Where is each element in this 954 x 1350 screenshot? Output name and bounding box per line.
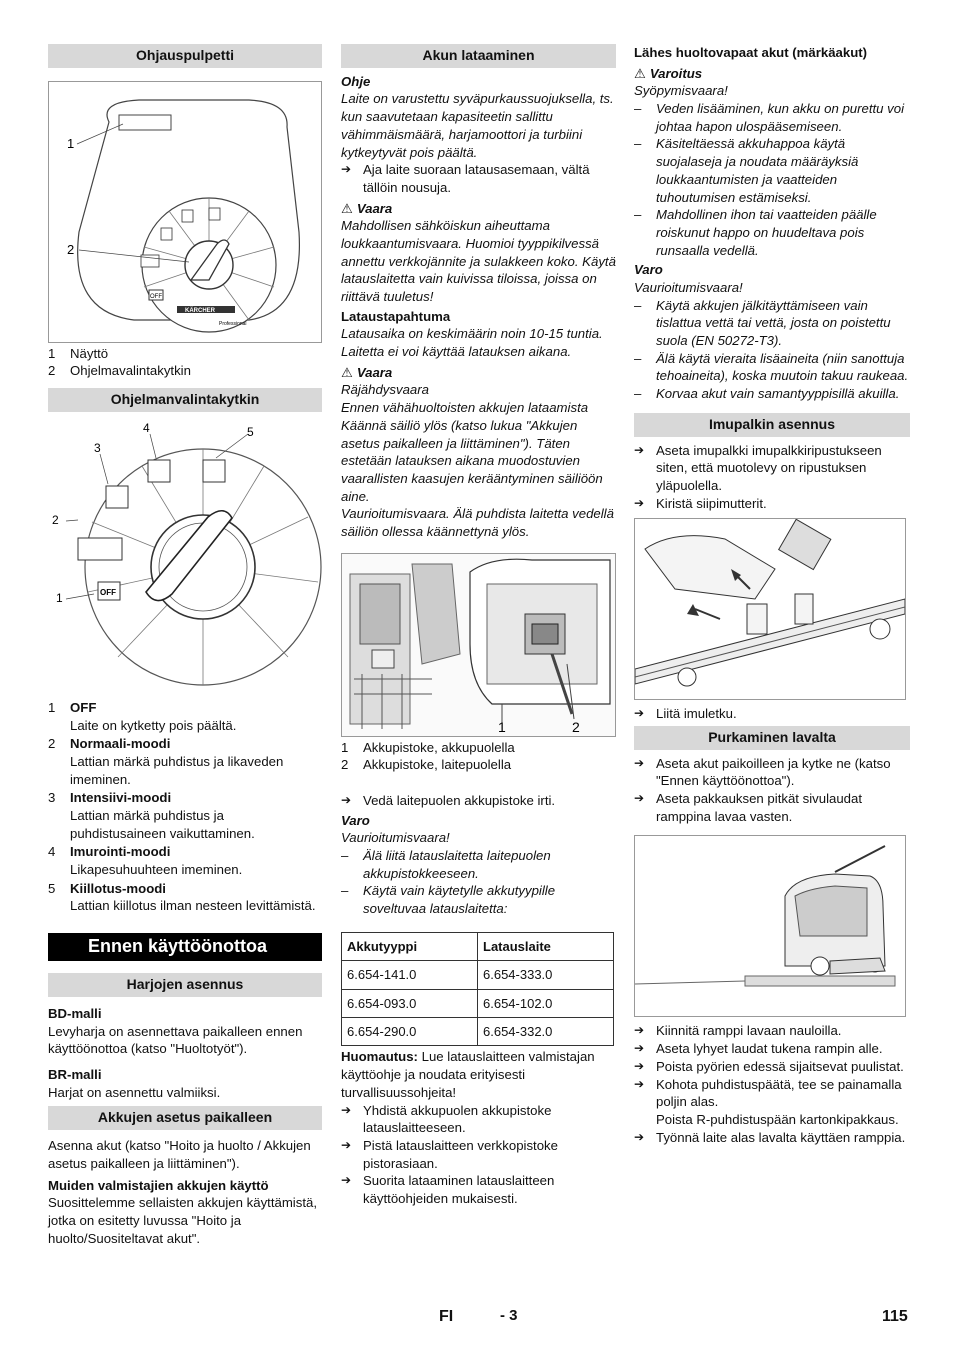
fig2-callout-3: 3 — [94, 440, 101, 455]
mode-desc: Lattian märkä puhdistus ja puhdistusaineen vaikuttaminen. — [70, 808, 255, 841]
varo-heading: Varo — [341, 812, 370, 828]
varo3-text: Vaurioitumisvaara! — [634, 279, 743, 295]
section-header-imupalkin-asennus: Imupalkin asennus — [634, 413, 910, 437]
varo3-item: – Älä käytä vieraita lisäaineita (niin sanottuja tehoaineita), koska muutoin takuu raukeaa. — [634, 350, 909, 384]
fig1-callout-2: 2 — [67, 241, 75, 257]
mode-desc: Laite on kytketty pois päältä. — [70, 717, 237, 733]
warning-triangle-icon: ⚠ — [341, 364, 353, 380]
fig2-callout-5: 5 — [247, 424, 254, 439]
arrow-right-icon: ➔ — [341, 1137, 352, 1152]
step-item: ➔ Pistä latauslaitteen verkkopistoke pistorasiaan. — [341, 1137, 558, 1171]
fig1-caption-1: 1 Näyttö — [48, 345, 109, 361]
fig3-callout-2: 2 — [572, 718, 580, 735]
program-switch-figure — [48, 422, 322, 694]
varoitus-heading: ⚠ Varoitus — [634, 65, 703, 81]
arrow-right-icon: ➔ — [634, 1058, 645, 1073]
program-switch-drawing — [48, 422, 322, 694]
bd-text: Levyharja on asennettava paikalleen ennen käyttöönottoa (katso "Huoltotyöt"). — [48, 1023, 303, 1057]
section-header-harjojen-asennus: Harjojen asennus — [48, 973, 322, 997]
table-row — [342, 1018, 614, 1046]
warning-triangle-icon: ⚠ — [341, 200, 353, 216]
step-item: ➔ Suorita lataaminen latauslaitteen käyttöohjeiden mukaisesti. — [341, 1173, 555, 1206]
varoitus-item: – Veden lisääminen, kun akku on purettu voi johtaa hapon ulospääsemiseen. — [634, 101, 905, 134]
varoitus-item: – Käsiteltäessä akkuhappoa käytä suojalaseja ja noudata määräyksiä loukkaantumisten ja vaatteiden tuhoutumisen estämiseksi. — [634, 136, 859, 205]
mode-item: 5 Kiillotus-moodi — [48, 880, 166, 896]
varo3-item: – Käytä akkujen jälkitäyttämiseen vain tislattua vettä tai vettä, josta on poistettu suola (EN 50272-T3). — [634, 297, 891, 348]
arrow-right-icon: ➔ — [341, 793, 352, 807]
lat-text-1: Latausaika on keskimäärin noin 10-15 tuntia. — [341, 326, 603, 342]
step-item: ➔ Liitä imuletku. — [634, 706, 737, 722]
squeegee-drawing — [635, 519, 905, 699]
pallet-figure — [634, 835, 906, 1017]
step-item: ➔ Työnnä laite alas lavalta käyttäen ramppia. — [634, 1129, 906, 1145]
step-item: ➔ Poista pyörien edessä sijaitsevat puulistat. — [634, 1058, 904, 1074]
step-item: ➔ Aseta imupalkki imupalkkiripustukseen siten, että muotolevy on ripustuksen yläpuolella. — [634, 442, 882, 493]
table-row — [342, 989, 614, 1017]
battery-plug-drawing — [342, 554, 615, 736]
varo-item: – Älä liitä latauslaitetta laitepuolen akkupistokkeeseen. — [341, 848, 551, 881]
vaara1-text: Mahdollisen sähköiskun aiheuttama loukkaantumisvaara. Huomioi tyyppikilvessä annettu verkkojännite ja sulakkeen koko. Käytä latauslaitetta vain kuivissa tiloissa, joissa on riittävä tuuletus! — [341, 218, 616, 304]
step-item: ➔ Kiinnitä ramppi lavaan nauloilla. — [634, 1023, 842, 1039]
varo3-heading: Varo — [634, 262, 663, 278]
arrow-right-icon: ➔ — [634, 1129, 645, 1144]
battery-plug-figure — [341, 553, 616, 737]
varoitus-item: – Mahdollinen ihon tai vaatteiden päälle roiskunut happo on huudeltava pois runsaalla vedellä. — [634, 207, 877, 258]
table-cell: 6.654-102.0 — [478, 989, 614, 1017]
fig1-caption-2: 2 Ohjelmavalintakytkin — [48, 363, 191, 379]
table-cell: 6.654-290.0 — [342, 1018, 478, 1046]
table-cell: 6.654-093.0 — [342, 989, 478, 1017]
br-text: Harjat on asennettu valmiiksi. — [48, 1084, 221, 1100]
section-header-ohjauspulpetti: Ohjauspulpetti — [48, 44, 322, 68]
step-item: ➔ Kiristä siipimutterit. — [634, 495, 767, 511]
fig3-caption-1: 1 Akkupistoke, akkupuolella — [341, 739, 515, 755]
arrow-right-icon: ➔ — [634, 442, 645, 457]
fig1-callout-1: 1 — [67, 135, 75, 151]
mode-list — [48, 699, 322, 915]
mode-item: 2 Normaali-moodi — [48, 736, 171, 752]
fig3-caption-2: 2 Akkupistoke, laitepuolella — [341, 757, 512, 773]
varo3-item: – Korvaa akut vain samantyyppisillä akuilla. — [634, 386, 900, 402]
varo-item: – Käytä vain käytetylle akkutyypille soveltuvaa latauslaitetta: — [341, 883, 556, 917]
muid-heading: Muiden valmistajien akkujen käyttö — [48, 1177, 269, 1193]
arrow-right-icon: ➔ — [634, 1076, 645, 1091]
arrow-right-icon: ➔ — [341, 1102, 352, 1117]
column-1 — [48, 44, 322, 1247]
fig2-callout-1: 1 — [56, 590, 63, 605]
step-item: ➔ Aseta akut paikoilleen ja kytke ne (katso "Ennen käyttöönottoa"). — [634, 755, 891, 789]
fig3-callout-1: 1 — [498, 718, 506, 735]
akku-text: Asenna akut (katso "Hoito ja huolto / Akkujen asetus paikalleen ja liittäminen"). — [48, 1138, 311, 1171]
table-cell: 6.654-333.0 — [478, 961, 614, 989]
table-header — [342, 932, 614, 960]
fig2-callout-4: 4 — [143, 421, 150, 435]
table-row — [342, 961, 614, 989]
mode-item: 3 Intensiivi-moodi — [48, 790, 172, 806]
vaara2-text: Räjähdysvaara Ennen vähähuoltoisten akkujen lataamista Käännä säiliö ylös (katso lukua "Akkujen asetus paikalleen ja liittäminen"). Täten estetään latauksen aikana muodostuvien vaarallisten kaasujen kerääntyminen säiliöön aine. Vaurioitumisvaara. Älä puhdista laitetta vedellä säiliön ollessa käännettynä ylös. — [341, 382, 614, 539]
table-head-cell: Latauslaite — [478, 932, 614, 960]
squeegee-figure — [634, 518, 906, 700]
huomautus: Huomautus: Lue latauslaitteen valmistajan käyttöohje ja noudata erityisesti turvallisuussohjeita! — [341, 1049, 595, 1100]
footer-page-number: 115 — [882, 1308, 908, 1325]
control-panel-figure — [48, 81, 322, 343]
arrow-right-icon: ➔ — [634, 495, 645, 510]
arrow-right-icon: ➔ — [634, 1023, 645, 1038]
mode-desc: Lattian märkä puhdistus ja likaveden imeminen. — [70, 753, 284, 787]
step-item: ➔ Aja laite suoraan latausasemaan, vältä tällöin nousuja. — [341, 162, 590, 195]
arrow-right-icon: ➔ — [634, 755, 645, 770]
warning-triangle-icon: ⚠ — [634, 65, 646, 81]
arrow-right-icon: ➔ — [634, 791, 645, 806]
column-2 — [341, 44, 616, 1208]
step-item: ➔ Aseta pakkauksen pitkät sivulaudat ramppina lavaa vasten. — [634, 791, 862, 824]
muid-text: Suosittelemme sellaisten akkujen käyttämistä, jotka on esitetty luvussa "Hoito ja huolto/Suositeltavat akut". — [48, 1195, 317, 1246]
chapter-heading: Ennen käyttöönottoa — [48, 933, 322, 961]
arrow-right-icon: ➔ — [341, 1173, 352, 1188]
panel-brand-sub: Professional — [219, 320, 247, 327]
control-panel-drawing — [49, 82, 321, 342]
br-heading: BR-malli — [48, 1067, 102, 1083]
varo-text: Vaurioitumisvaara! — [341, 830, 450, 846]
section-header-akun-lataaminen: Akun lataaminen — [341, 44, 616, 68]
mode-item: 1 OFF — [48, 699, 97, 715]
step-item: ➔ Kohota puhdistuspäätä, tee se painamalla poljin alas. Poista R-puhdistuspään kartonkipakkaus. — [634, 1076, 902, 1127]
step-item: ➔ Vedä laitepuolen akkupistoke irti. — [341, 793, 556, 808]
footer-section-page: - 3 — [500, 1307, 518, 1324]
vaara2-heading: ⚠ Vaara — [341, 364, 393, 380]
arrow-right-icon: ➔ — [634, 1041, 645, 1056]
table-cell: 6.654-141.0 — [342, 961, 478, 989]
varoitus-text: Syöpymisvaara! — [634, 83, 728, 99]
table-head-cell: Akkutyyppi — [342, 932, 478, 960]
vaara1-heading: ⚠ Vaara — [341, 200, 393, 216]
pallet-drawing — [635, 836, 905, 1016]
section-header-akkujen-asetus: Akkujen asetus paikalleen — [48, 1106, 322, 1130]
ohje-text: Laite on varustettu syväpurkaussuojuksella, ts. kun saavutetaan kapasiteetin sallittu vähimmäismäärä, harjamoottori ja turbiini kytkeytyvät pois päältä. — [341, 91, 614, 160]
column-3 — [634, 44, 910, 1146]
panel-off-label: OFF — [150, 293, 162, 300]
wet-battery-heading: Lähes huoltovapaat akut (märkäakut) — [634, 45, 868, 60]
arrow-right-icon: ➔ — [634, 706, 645, 721]
mode-desc: Lattian kiillotus ilman nesteen levittämistä. — [70, 898, 316, 914]
lat-heading: Lataustapahtuma — [341, 308, 451, 324]
table-cell: 6.654-332.0 — [478, 1018, 614, 1046]
lat-text-2: Laitetta ei voi käyttää latauksen aikana. — [341, 344, 572, 360]
section-header-purkaminen-lavalta: Purkaminen lavalta — [634, 726, 910, 750]
mode-item: 4 Imurointi-moodi — [48, 844, 171, 860]
charger-table — [341, 932, 614, 1047]
panel-brand: KÄRCHER — [185, 307, 215, 314]
section-header-ohjelmanvalintakytkin: Ohjelmanvalintakytkin — [48, 388, 322, 412]
mode-desc: Likapesuhuuhteen imeminen. — [70, 862, 243, 878]
arrow-right-icon: ➔ — [341, 162, 352, 177]
step-item: ➔ Aseta lyhyet laudat tukena rampin alle. — [634, 1041, 883, 1057]
bd-heading: BD-malli — [48, 1005, 102, 1021]
fig2-callout-2: 2 — [52, 512, 59, 527]
step-item: ➔ Yhdistä akkupuolen akkupistoke latauslaitteeseen. — [341, 1102, 552, 1136]
switch-off-label: OFF — [100, 587, 116, 597]
ohje-heading: Ohje — [341, 73, 371, 89]
footer-language: FI — [439, 1308, 454, 1325]
